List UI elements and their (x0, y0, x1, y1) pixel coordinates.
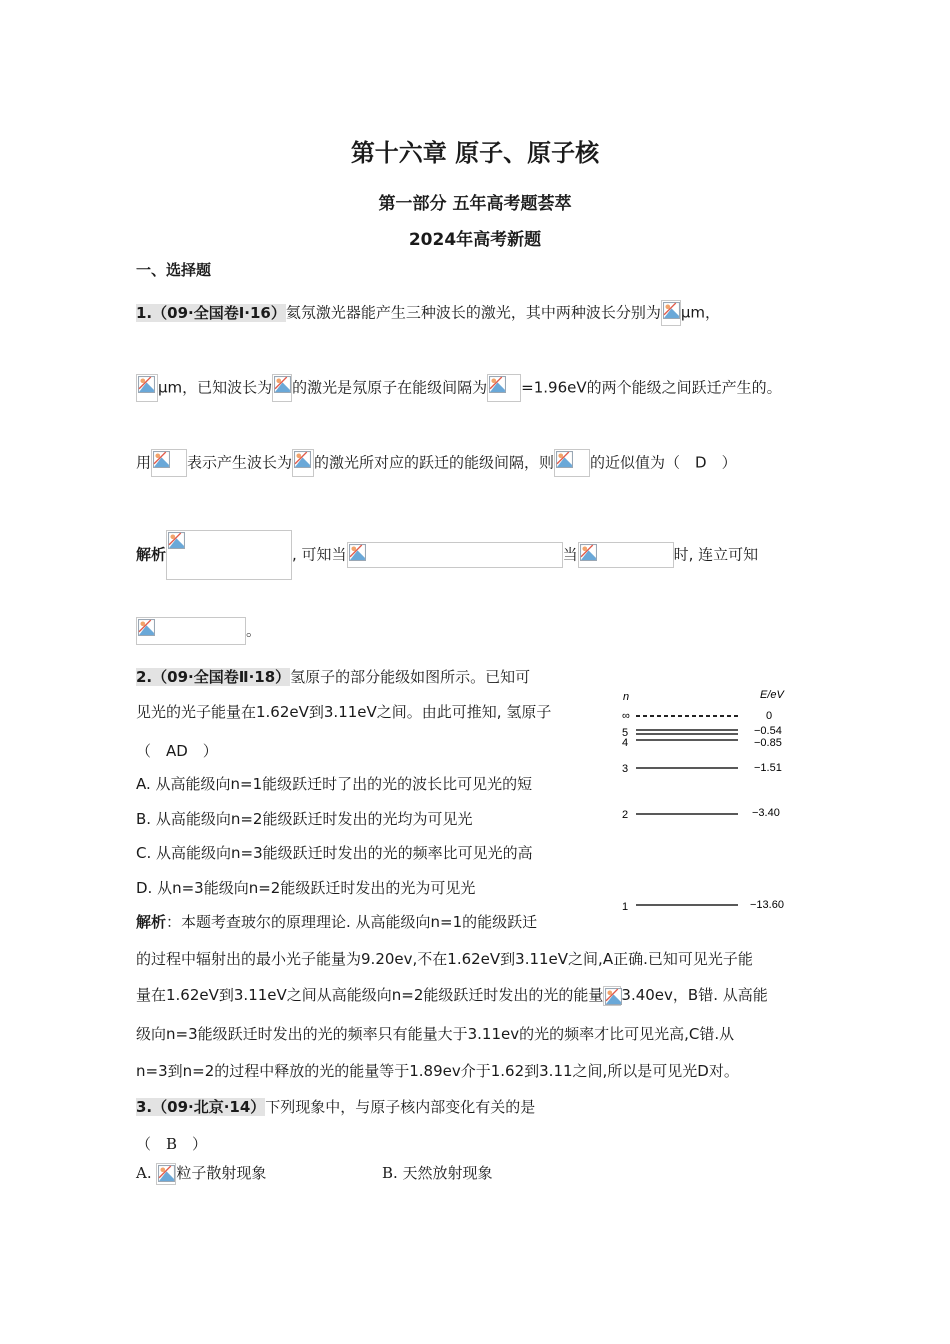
energy-axis-header: E/eV (760, 689, 784, 701)
broken-image-icon (347, 542, 563, 568)
level-label-n4: 4 (622, 737, 629, 749)
q1-tag: 1.（09·全国卷Ⅰ·16） (136, 303, 286, 322)
broken-image-glyph (168, 532, 185, 549)
broken-image-icon (136, 374, 158, 402)
broken-image-glyph (349, 544, 366, 561)
broken-image-glyph (274, 376, 291, 393)
broken-image-glyph (138, 619, 155, 636)
broken-image-icon (603, 986, 621, 1006)
q1-line2: μm，已知波长为 的激光是氖原子在能级间隔为 =1.96eV的两个能级之间跃迁产生的。 (136, 374, 782, 402)
q1-analysis: 解析 , 可知当 当 时, 连立可知 (136, 530, 758, 580)
q2-analysis-line4: 级向n=3能级跃迁时发出的光的频率只有能量大于3.11ev的光的频率才比可见光高,C错.从 (136, 1025, 735, 1043)
analysis-label: 解析 (136, 913, 167, 931)
level-label-n1: 1 (622, 901, 629, 913)
q2-analysis-line2: 的过程中辐射出的最小光子能量为9.20ev,不在1.62eV到3.11eV之间,A正确.已知可见光子能 (136, 950, 753, 968)
level-label-n3: 3 (622, 763, 629, 775)
level-energy-5: −0.54 (754, 725, 782, 737)
level-label-n5: 5 (622, 727, 629, 739)
q1-line1: 1.（09·全国卷Ⅰ·16）氦氖激光器能产生三种波长的激光，其中两种波长分别为 μm， (136, 300, 720, 326)
broken-image-icon (272, 374, 292, 402)
energy-level-diagram (614, 686, 804, 922)
broken-image-icon (136, 617, 246, 645)
broken-image-glyph (153, 451, 170, 468)
broken-image-icon (487, 374, 521, 402)
broken-image-icon (578, 542, 674, 568)
broken-image-glyph (294, 451, 311, 468)
level-label-n-inf: ∞ (622, 710, 630, 722)
q2-option-c: C. 从高能级向n=3能级跃迁时发出的光的频率比可见光的高 (136, 844, 533, 862)
level-energy-2: −3.40 (752, 807, 780, 819)
q2-analysis-line3: 量在1.62eV到3.11eV之间从高能级向n=2能级跃迁时发出的光的能量 3.40ev，B错. 从高能 (136, 986, 768, 1004)
broken-image-icon (156, 1163, 176, 1185)
q2-analysis-line1: 解析：本题考查玻尔的原理理论. 从高能级向n=1的能级跃迁 (136, 913, 538, 931)
broken-image-icon (661, 300, 681, 326)
broken-image-icon (292, 449, 314, 477)
broken-image-glyph (663, 302, 680, 319)
q3-tag: 3.（09·北京·14） (136, 1098, 266, 1116)
chapter-title: 第十六章 原子、原子核 (350, 139, 600, 167)
broken-image-glyph (580, 544, 597, 561)
q2-stem-line2: 见光的光子能量在1.62eV到3.11eV之间。由此可推知, 氢原子 (136, 703, 552, 721)
level-energy-inf: 0 (766, 710, 773, 722)
q2-option-b: B. 从高能级向n=2能级跃迁时发出的光均为可见光 (136, 810, 473, 828)
q3-answer: （ B ） (136, 1135, 208, 1153)
q2-option-d: D. 从n=3能级向n=2能级跃迁时发出的光为可见光 (136, 879, 476, 897)
level-energy-4: −0.85 (754, 737, 782, 749)
q2-option-a: A. 从高能级向n=1能级跃迁时了出的光的波长比可见光的短 (136, 775, 533, 793)
q2-answer: （ AD ） (136, 742, 218, 760)
broken-image-icon (554, 449, 590, 477)
q3-option-b: B. 天然放射现象 (382, 1164, 493, 1182)
section-heading: 一、选择题 (136, 261, 212, 279)
q1-line3: 用 表示产生波长为 的激光所对应的跃迁的能级间隔，则 的近似值为（ D ） (136, 449, 737, 477)
broken-image-glyph (158, 1165, 175, 1182)
q2-analysis-line5: n=3到n=2的过程中释放的光的能量等于1.89ev介于1.62到3.11之间,所以是可见光D对。 (136, 1062, 739, 1080)
q3-stem: 3.（09·北京·14）下列现象中，与原子核内部变化有关的是 (136, 1098, 536, 1116)
q3-option-a: A. 粒子散射现象 (136, 1162, 266, 1185)
analysis-label: 解析 (136, 545, 167, 564)
broken-image-glyph (138, 376, 155, 393)
level-energy-3: −1.51 (754, 762, 782, 774)
part-title: 第一部分 五年高考题荟萃 (378, 194, 572, 214)
q2-stem-line1: 2.（09·全国卷Ⅱ·18）氢原子的部分能级如图所示。已知可 (136, 668, 531, 686)
broken-image-icon (151, 449, 187, 477)
n-axis-header: n (623, 691, 630, 703)
level-label-n2: 2 (622, 809, 629, 821)
q1-analysis-end: 。 (136, 617, 261, 645)
broken-image-glyph (556, 451, 573, 468)
q2-tag: 2.（09·全国卷Ⅱ·18） (136, 668, 291, 686)
level-energy-1: −13.60 (750, 899, 784, 911)
broken-image-glyph (605, 988, 622, 1005)
broken-image-glyph (489, 376, 506, 393)
year-title: 2024年高考新题 (408, 230, 542, 250)
broken-image-icon (166, 530, 292, 580)
